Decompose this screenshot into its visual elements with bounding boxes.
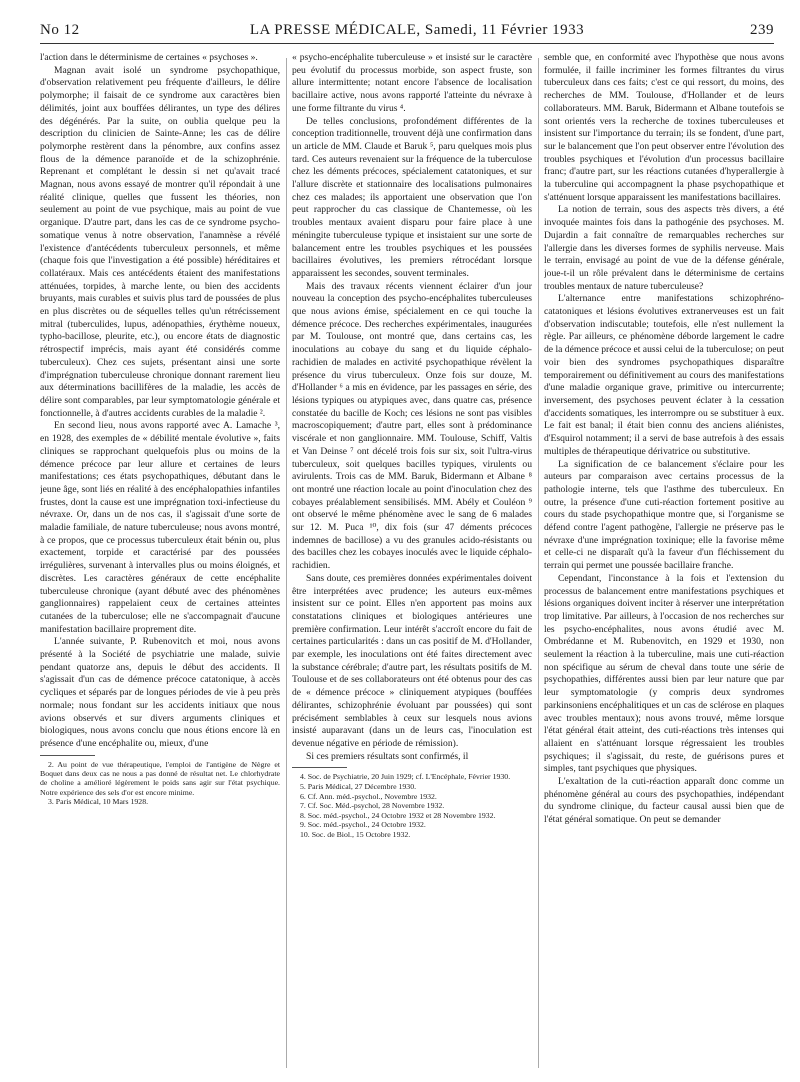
footnote: 3. Paris Médical, 10 Mars 1928.: [48, 797, 149, 807]
column-1: [40, 52, 280, 1062]
paragraph: Sans doute, ces premières données expérimentales doivent être interprétées avec prudence; les auteurs eux-mêmes insistent sur ce point. Elles n'en apportent pas moins aux constatations cliniques et biologiques antérieures une première confirmation. Leur intérêt s'accroît encore du fait de certaines particularités : dans un cas positif de M. d'Hollander, par exemple, les inoculations ont été faites directement avec la substance cérébrale; d'autre part, les résultats positifs de M. Toulouse et de ses collaborateurs ont été obtenus pour des cas de « démence précoce » cliniquement atypiques (bouffées délirantes, schizophrénie évoluant par poussées) qui sont précisément semblables à ceux sur lesquels nous avions insisté auparavant (dans un de leurs cas, l'inoculation est devenue négative en période de rémission).: [292, 572, 532, 749]
text-columns: [40, 52, 784, 1062]
footnote: 2. Au point de vue thérapeutique, l'emploi de l'antigène de Nègre et Boquet dans deux cas ne nous a pas donné de résultat net. Le chlorhydrate de choline a amélioré légèrement le poids sans agir sur l'état psychique. Notre expérience des sels d'or est encore minime.: [40, 759, 280, 797]
column-rule: [286, 58, 287, 1068]
footnote: 6. Cf. Ann. méd.-psychol., Novembre 1932.: [300, 791, 437, 801]
paragraph: l'action dans le déterminisme de certaines « psychoses ».: [40, 52, 258, 63]
paragraph: L'année suivante, P. Rubenovitch et moi, nous avons présenté à la Société de psychiatrie une malade, suivie pendant quatorze ans, depuis le début des accidents. Il s'agissait d'un cas de démence précoce catatonique, à accès cycliques et séparés par de longues périodes de vie à peu près normale; nous fondant sur les accidents initiaux que nous avions observés et sur divers arguments cliniques et biologiques, nous avons conclu que nous étions encore là en présence d'une encéphalite ou, mieux, d'une: [40, 636, 280, 749]
footnote: 4. Soc. de Psychiatrie, 20 Juin 1929; cf. L'Encéphale, Février 1930.: [300, 772, 511, 782]
footnote: 7. Cf. Soc. Méd.-psychol, 28 Novembre 1932.: [300, 801, 445, 811]
issue-number: No 12: [40, 22, 80, 38]
paragraph: Cependant, l'inconstance à la fois et l'extension du processus de balancement entre manifestations psychiques et lésions organiques doivent inciter à réserver une interprétation trop limitative. Par ailleurs, à l'occasion de nos recherches sur les psycho-encéphalites, nous avons étudié avec M. Ombrédanne et M. Rubenovitch, en 1929 et 1930, non seulement la réaction à la tuberculine, mais une cuti-réaction non spécifique au sérum de cheval dans toute une série de psychopathies, différentes aussi bien par leur nature que par leur symptomatologie (y compris deux syndromes parkinsoniens encéphalitiques et un cas de sclérose en plaques avec troubles mentaux); nous avons trouvé, même lorsque l'état général était atteint, des cuti-réactions très intenses qui allaient en s'atténuant lorsque régressaient les troubles psychiques; il s'agissait, du reste, de guérisons pures et simples, tant psychiques que physiques.: [544, 572, 784, 775]
footnote-divider: [40, 755, 95, 756]
paragraph: En second lieu, nous avons rapporté avec A. Lamache ³, en 1928, des exemples de « débilité mentale évolutive », faits cliniques se rapprochant quelquefois plus ou moins de la démence précoce par leur allure et certaines de leurs manifestations; ces états psychopathiques, débutant dans le jeune âge, sont liés en réalité à des encéphalopathies infantiles frustes, dont la cause est une imprégnation toxi-infectieuse du névraxe. Or, dans un de nos cas, il s'agissait d'une sorte de maladie familiale, de nature tuberculeuse; nous avons montré, à ce propos, que ce processus tuberculeux était bénin ou, plus exactement, torpide et caractérisé par des poussées irrégulières, survenant à intervalles plus ou moins éloignés, et discrètes. Les caractères généraux de cette encéphalite tuberculeuse chronique (ayant débuté avec des phénomènes ganglionnaires) rappelaient ceux de certaines atteintes cutanées de la tuberculose; elle ne s'accompagnait d'aucune manifestation bacillaire proprement dite.: [40, 420, 280, 635]
paragraph: semble que, en conformité avec l'hypothèse que nous avons formulée, il faille incriminer les formes filtrantes du virus tuberculeux dans ces faits; c'est ce qui ressort, du moins, des recherches de MM. Toulouse, d'Hollander et de leurs collaborateurs. MM. Baruk, Bidermann et Albane toutefois se sont orientés vers la recherche de toxines tuberculeuses et insistent sur l'importance du terrain; ils se fondent, d'une part, sur le balancement que l'on peut observer entre l'évolution des troubles psychiques et l'évolution d'un processus bacillaire franc; d'autre part, sur les réactions cutanées d'hyperallergie à la tuberculine qui accompagnent la phase psychopathique et s'atténuent lorsque apparaissent les manifestations bacillaires.: [544, 52, 784, 203]
column-3: [544, 52, 784, 1062]
column-2: [292, 52, 532, 1062]
paragraph: L'exaltation de la cuti-réaction apparaît donc comme un phénomène général au cours des psychopathies, indépendant du syndrome clinique, du facteur causal aussi bien que de l'état général somatique. On peut se demander: [544, 776, 784, 826]
page-header: [40, 22, 774, 44]
page-number: 239: [750, 22, 774, 38]
paragraph: La signification de ce balancement s'éclaire pour les auteurs par comparaison avec certains processus de la pathologie interne, tels que l'asthme des tuberculeux. En outre, la présence d'une cuti-réaction fortement positive au cours du stade psychopathique montre que, si l'organisme se défend contre l'agent pathogène, l'allergie ne préserve pas le névraxe d'une imprégnation toxinique; elle la favorise même et celle-ci ne disparaît qu'à la faveur d'un fléchissement du terrain qui permet une poussée bacillaire franche.: [544, 458, 784, 572]
paragraph: De telles conclusions, profondément différentes de la conception traditionnelle, trouvent déjà une confirmation dans un article de MM. Claude et Baruk ⁵, paru quelques mois plus tard. Ces auteurs revenaient sur la fréquence de la tuberculose chez les déments précoces, spécialement catatoniques, et sur l'allure discrète et stationnaire des localisations pulmonaires chez ces malades; ils apportaient une observation que l'on peut rapprocher du cas classique de Chantemesse, où les troubles mentaux avaient disparu pour faire place à une méningite tuberculeuse typique et insistaient sur une sorte de balancement entre les troubles psychiques et les poussées bacillaires évolutives, les premiers rétrocédant lorsque apparaissent les secondes, souvent terminales.: [292, 115, 532, 279]
footnote: 5. Paris Médical, 27 Décembre 1930.: [300, 781, 417, 791]
footnote: 10. Soc. de Biol., 15 Octobre 1932.: [300, 829, 411, 839]
footnote-divider: [292, 767, 347, 768]
paragraph: Mais des travaux récents viennent éclairer d'un jour nouveau la conception des psycho-encéphalites tuberculeuses que nous avions émise, spécialement en ce qui touche la démence précoce. Des recherches expérimentales, inaugurées par M. Toulouse, ont montré que, dans certains cas, les inoculations au cobaye du sang et du liquide céphalo-rachidien de malades en activité psychopathique révèlent la présence du virus tuberculeux. Onze fois sur douze, M. d'Hollander ⁶ a mis en évidence, par les passages en série, des lésions typiques ou atypiques avec, dans quatre cas, présence constatée du bacille de Koch; ces lésions ne sont pas visibles macroscopiquement; d'autre part, elles sont à prédominance viscérale et non ganglionnaire. MM. Toulouse, Schiff, Valtis et Van Deinse ⁷ ont décelé trois fois sur six, soit l'ultra-virus tuberculeux, soit quelques bacilles typiques, virulents ou avirulents. Trois cas de MM. Baruk, Bidermann et Albane ⁸ ont montré une réaction locale au point d'inoculation chez des cobayes préalablement sensibilisés. MM. Abély et Couléon ⁹ ont observé le même phénomène avec le sang de 6 malades sur 12. M. Puca ¹⁰, dix fois (sur 47 déments précoces indemnes de bacillose) a vu des granules acido-résistants ou des bacilles chez les cobayes inoculés avec le liquide céphalo-rachidien.: [292, 280, 532, 572]
paragraph: « psycho-encéphalite tuberculeuse » et insisté sur le caractère peu évolutif du processus morbide, son aspect fruste, son allure intermittente; notant encore l'absence de localisation bacillaire active, nous avons rapporté l'atteinte du névraxe à une forme filtrante du virus ⁴.: [292, 52, 532, 114]
paragraph: Si ces premiers résultats sont confirmés, il: [306, 750, 469, 762]
paragraph: L'alternance entre manifestations schizophréno-catatoniques et lésions évolutives extranerveuses est un fait d'observation indiscutable; toutefois, elle n'est nullement la règle. Par ailleurs, ce phénomène déborde largement le cadre de la démence précoce et aussi celui de la tuberculose; on peut voir bien des syndromes psychopathiques disparaître temporairement ou définitivement au cours des manifestations d'une maladie organique grave, primitive ou intercurrente; inversement, des psychoses peuvent éclater à la cessation d'accidents somatiques, les interrompre ou se substituer à eux. Le fait est banal; il était bien connu des anciens aliénistes, d'Esquirol notamment; il a servi de base autrefois à des essais multiples de thérapeutique dérivatrice ou substitutive.: [544, 293, 784, 457]
journal-title: LA PRESSE MÉDICALE, Samedi, 11 Février 1933: [249, 22, 585, 38]
footnote: 9. Soc. méd.-psychol., 24 Octobre 1932.: [300, 820, 426, 830]
column-rule: [538, 58, 539, 1068]
paragraph: Magnan avait isolé un syndrome psychopathique, d'observation relativement peu fréquente d'ailleurs, le délire polymorphe; il faisait de ce syndrome aux caractères bien délimités, joint aux bouffées délirantes, un type des délires des dégénérés. Par la suite, on oublia quelque peu la description du clinicien de Sainte-Anne; les cas de délire polymorphe restèrent dans la pénombre, aux confins assez flous de la démence paranoïde et de la schizophrénie. Reprenant et complétant le dessin si net qu'avait tracé Magnan, nous avons essayé de montrer qu'il répondait à une réalité clinique, quelles que fussent les théories, non seulement au point de vue psychique, mais au point de vue organique. D'autre part, dans les cas de ce syndrome psycho-somatique venus à notre observation, l'anamnèse a révélé l'existence d'antécédents tuberculeux personnels, et même (chaque fois que l'investigation a été possible) héréditaires et collatéraux. Mais ces antécédents étaient des manifestations atténuées, torpides, à marche lente, ou bien des accidents bruyants, mais curables et suivis plus tard de poussées de plus en plus discrètes ou de séquelles telles qu'un rétrécissement mitral (tuberculides, lupus, adénopathies, érythème noueux, typho-bacillose, pleurite, etc.), ou encore états de diagnostic rétrospectif imprécis, mais ayant été considérés comme tuberculeux). Chez ces sujets, présentant ainsi une sorte d'imprégnation tuberculeuse chronique donnant rarement lieu aux déterminations bacillifères de la maladie, les accès de délire sont comparables, par leur symptomatologie générale et fonctionnelle, à d'autres accidents curables de la maladie ².: [40, 64, 280, 419]
paragraph: La notion de terrain, sous des aspects très divers, a été invoquée maintes fois dans la pathogénie des psychoses. M. Dujardin a fait connaître de remarquables recherches sur l'allergie dans les diverses formes de syphilis nerveuse. Mais le terrain, envisagé au point de vue de la défense générale, joue-t-il un rôle prévalent dans le déterminisme de certains troubles mentaux de nature tuberculeuse?: [544, 204, 784, 292]
footnote: 8. Soc. méd.-psychol., 24 Octobre 1932 et 28 Novembre 1932.: [300, 810, 496, 820]
